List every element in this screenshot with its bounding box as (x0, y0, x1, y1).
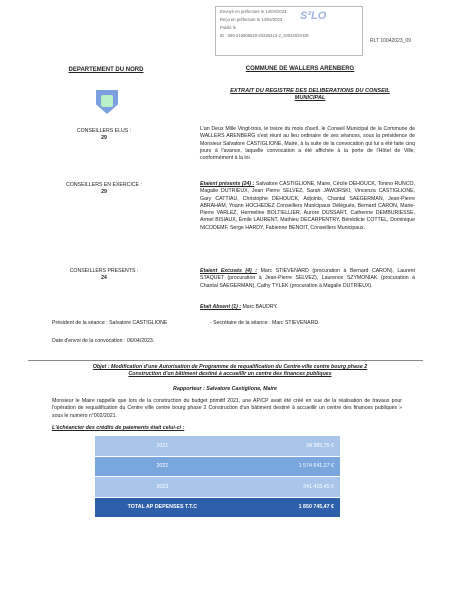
convocation-date: Date d'envoi de la convocation : 06/04/2023. (52, 338, 155, 344)
president-line: Président de la séance : Salvatore CASTIGLIONE (52, 320, 168, 326)
total-label-cell: TOTAL AP DEPENSES T.T.C (95, 497, 230, 518)
excuses-paragraph (200, 268, 415, 290)
elus-label: CONSEILLERS ELUS : (76, 128, 132, 134)
object-block (80, 364, 380, 378)
amount-cell: 1 574 641,27 € (230, 456, 340, 477)
total-row (95, 497, 340, 518)
year-cell: 2022 (95, 456, 230, 477)
exercice-label: CONSEILLERS EN EXERCICE : (66, 182, 142, 188)
amount-cell: 34 385,75 € (230, 436, 340, 456)
presents-count (54, 268, 154, 282)
presents-heading: Etaient présents (24) : (200, 181, 255, 187)
exercice-value: 29 (101, 189, 107, 195)
payment-schedule-table (95, 436, 340, 518)
object-label: Objet : (92, 364, 110, 370)
presents-paragraph (200, 181, 415, 232)
table-row (95, 436, 340, 456)
absent-list: Marc BAUDRY. (242, 304, 278, 310)
stamp-line: Envoyé en préfecture le 14/04/2023 (220, 9, 287, 14)
exercice-count (54, 182, 154, 196)
year-cell: 2021 (95, 436, 230, 456)
document-reference: RLT 10042023_09 (370, 38, 411, 44)
elus-count (54, 128, 154, 142)
coat-of-arms-icon (96, 90, 118, 114)
elus-value: 29 (101, 135, 107, 141)
stamp-line: Reçu en préfecture le 14/04/2023 (220, 17, 283, 22)
presents-value: 24 (101, 275, 107, 281)
year-cell: 2023 (95, 477, 230, 498)
secretary-line: - Secrétaire de la séance : Marc STIEVENARD. (210, 320, 320, 326)
object-line-2: Construction d'un bâtiment destiné à accueillir un centre des finances publiques (128, 371, 332, 377)
object-line-1: Modification d'une Autorisation de Programme de requalification du Centre-ville centre bourg phase 2 (111, 364, 368, 370)
rapporteur: Rapporteur : Salvatore Castiglione, Maire (173, 386, 277, 392)
schedule-title: L'échéancier des crédits de paiements était celui-ci : (52, 425, 185, 431)
separator (28, 360, 423, 361)
excuses-heading: Etaient Excusés (4) : (200, 268, 258, 274)
commune-heading: COMMUNE DE WALLERS ARENBERG (245, 66, 355, 72)
department-heading: DEPARTEMENT DU NORD (68, 67, 144, 73)
stamp-logo: S²LO (300, 10, 327, 22)
stamp-line: ID : 059-215906520-20230413-2_10042023-DE (220, 33, 309, 38)
presents-label: CONSEILLERS PRESENTS : (69, 268, 139, 274)
transmission-stamp (215, 6, 363, 56)
absent-heading: Etait Absent (1) : (200, 304, 242, 310)
body-paragraph: Monsieur le Maire rappelle que lors de la construction du budget primitif 2021, une AP/CP avait été créé en vue de la réalisation de travaux pour l'opération de requalification du Centre ville centre bourg phase 2 Construction d'un bâtiment destiné à accueillir un centre des finances publiques » sous le numéro n°002/2021. (52, 398, 402, 419)
absent-paragraph (200, 304, 415, 311)
total-amount-cell: 1 850 745,47 € (230, 497, 340, 518)
presents-list: Salvatore CASTIGLIONE, Maire, Cécile DEHOUCK, Tonino RUNCO, Magalie DUTRIEUX, Jean Pierre SELVEZ, Sarah JAWORSKI, Vincenza CASTIGLIONE, Gary CATTIAU, Christophe DEHOUCK, Adjoints, Chantal SAEGERMAN, Jean-Pierre ABRAHAM, Yoann HOCHEDEZ Conseillers Municipaux Délégués, Bernard CARON, Marie-Pierre VARLEZ, Hermeline BOLTIELLIER, Aurore DUSSART, Catherine DEMBURIESSE, Armel BISIAUX, Émile LAURENT, Mathieu DECARPENTRY, Bénédicte COTTEL, Dominique NICODEMF, Serge HARDY, Fabienne BENOIT, Conseillers Municipaux. (200, 181, 415, 231)
extract-title: EXTRAIT DU REGISTRE DES DELIBERATIONS DU CONSEIL MUNICIPAL (230, 88, 390, 101)
stamp-line: Publié le (220, 25, 237, 30)
excuses-list: Marc STIEVENARD (procuration à Bernard CARON), Laurent STAQUET (procuration à Jean-Pierre SELVEZ), Laurence SZYMONIAK (procuration à Chantal SAEGERMAN), Cathy TYLEK (procuration à Magalie DUTRIEUX). (200, 268, 415, 289)
table-row (95, 477, 340, 498)
table-row (95, 456, 340, 477)
amount-cell: 241 418,45 € (230, 477, 340, 498)
intro-paragraph: L'an Deux Mille Vingt-trois, le treize du mois d'avril, le Conseil Municipal de la Commune de WALLERS ARENBERG s'est réuni au lieu ordinaire de ses séances, sous la présidence de Monsieur Salvatore CASTIGLIONE, Maire, à la suite de la convocation qui lui a été faite cinq jours à l'avance, laquelle convocation a été affichée à la porte de l'Hôtel de Ville, conformément à la loi. (200, 126, 415, 162)
